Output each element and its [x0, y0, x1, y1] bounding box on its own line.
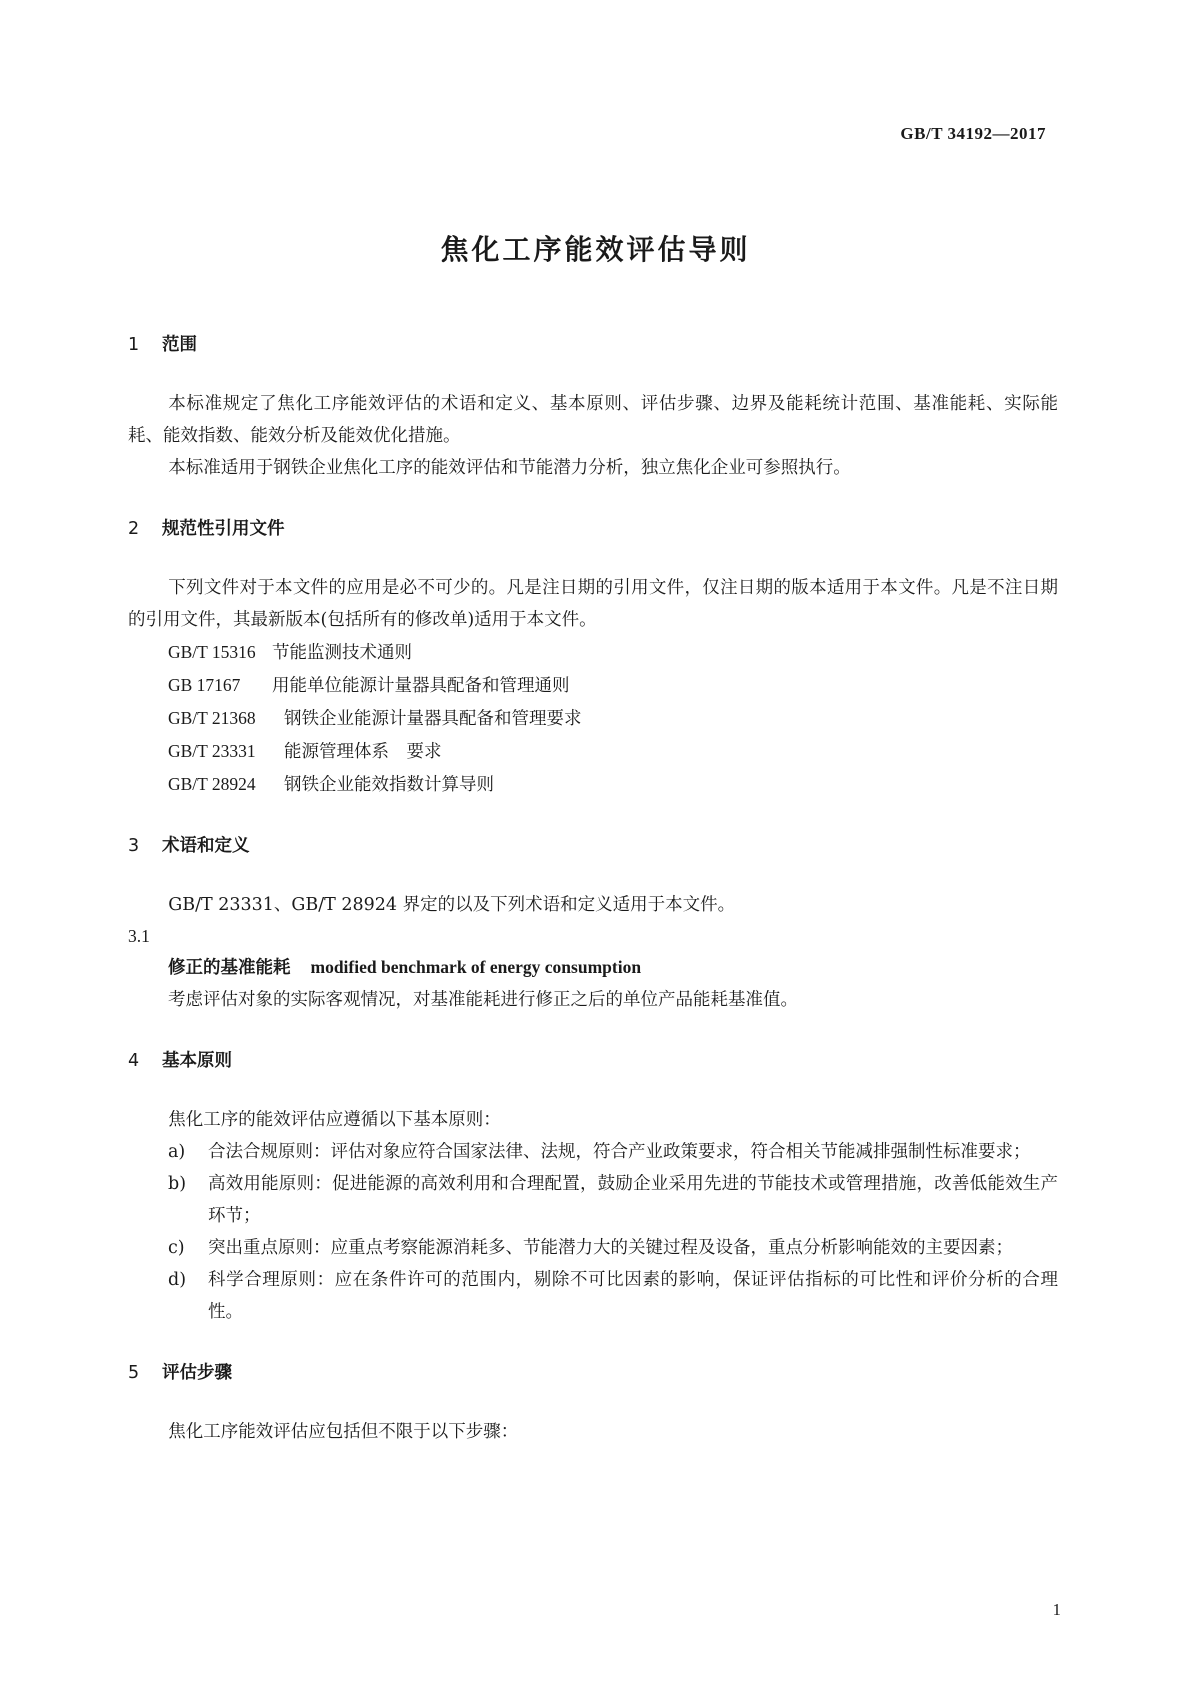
document-body — [128, 330, 1058, 1448]
list-text: 科学合理原则：应在条件许可的范围内，剔除不可比因素的影响，保证评估指标的可比性和评价分析的合理性。 — [208, 1270, 1058, 1322]
list-item — [128, 1168, 1058, 1232]
section-title: 术语和定义 — [162, 836, 250, 856]
section-2-intro: 下列文件对于本文件的应用是必不可少的。凡是注日期的引用文件，仅注日期的版本适用于本文件。凡是不注日期的引用文件，其最新版本(包括所有的修改单)适用于本文件。 — [128, 578, 1058, 630]
term-number: 3.1 — [128, 926, 150, 946]
term-chinese: 修正的基准能耗 — [168, 958, 291, 978]
list-marker: d) — [168, 1270, 187, 1290]
list-item — [128, 1264, 1058, 1328]
reference-code: GB/T 28924 — [168, 774, 256, 794]
section-1-paragraph: 本标准适用于钢铁企业焦化工序的能效评估和节能潜力分析，独立焦化企业可参照执行。 — [168, 458, 851, 478]
reference-title: 能源管理体系 要求 — [284, 742, 442, 762]
reference-item — [128, 636, 1058, 669]
section-number: 1 — [128, 335, 140, 355]
reference-title: 用能单位能源计量器具配备和管理通则 — [272, 676, 570, 696]
reference-item — [128, 702, 1058, 735]
page-number: 1 — [1052, 1600, 1061, 1619]
list-marker: c) — [168, 1238, 185, 1258]
section-number: 3 — [128, 836, 140, 856]
section-3-intro: GB/T 23331、GB/T 28924 界定的以及下列术语和定义适用于本文件。 — [168, 895, 736, 915]
reference-item — [128, 768, 1058, 801]
list-text: 突出重点原则：应重点考察能源消耗多、节能潜力大的关键过程及设备，重点分析影响能效的主要因素； — [208, 1238, 1013, 1258]
reference-item — [128, 669, 1058, 702]
term-definition: 考虑评估对象的实际客观情况，对基准能耗进行修正之后的单位产品能耗基准值。 — [168, 990, 798, 1010]
list-marker: b) — [168, 1174, 187, 1194]
list-item — [128, 1232, 1058, 1264]
section-5-heading — [128, 1358, 1058, 1388]
section-title: 基本原则 — [162, 1051, 232, 1071]
section-number: 4 — [128, 1051, 140, 1071]
section-title: 范围 — [162, 335, 197, 355]
list-text: 高效用能原则：促进能源的高效利用和合理配置，鼓励企业采用先进的节能技术或管理措施，改善低能效生产环节； — [208, 1174, 1058, 1226]
standard-code: GB/T 34192—2017 — [900, 124, 1046, 143]
list-marker: a) — [168, 1142, 186, 1162]
reference-code: GB/T 21368 — [168, 708, 256, 728]
term-english: modified benchmark of energy consumption — [310, 957, 642, 977]
reference-title: 钢铁企业能源计量器具配备和管理要求 — [284, 709, 582, 729]
reference-code: GB 17167 — [168, 675, 241, 695]
document-title: 焦化工序能效评估导则 — [440, 233, 751, 266]
reference-title: 节能监测技术通则 — [272, 643, 412, 663]
section-number: 2 — [128, 519, 140, 539]
section-4-intro: 焦化工序的能效评估应遵循以下基本原则： — [168, 1110, 501, 1130]
reference-item — [128, 735, 1058, 768]
section-title: 规范性引用文件 — [162, 519, 285, 539]
section-1-heading — [128, 330, 1058, 360]
section-3-heading — [128, 831, 1058, 861]
reference-code: GB/T 15316 — [168, 642, 256, 662]
section-5-intro: 焦化工序能效评估应包括但不限于以下步骤： — [168, 1422, 519, 1442]
reference-code: GB/T 23331 — [168, 741, 256, 761]
list-item — [128, 1136, 1058, 1168]
section-number: 5 — [128, 1363, 140, 1383]
section-4-heading — [128, 1046, 1058, 1076]
term-heading — [128, 951, 1058, 984]
section-2-heading — [128, 514, 1058, 544]
list-text: 合法合规原则：评估对象应符合国家法律、法规，符合产业政策要求，符合相关节能减排强制性标准要求； — [208, 1142, 1031, 1162]
section-title: 评估步骤 — [162, 1363, 232, 1383]
section-1-paragraph: 本标准规定了焦化工序能效评估的术语和定义、基本原则、评估步骤、边界及能耗统计范围、基准能耗、实际能耗、能效指数、能效分析及能效优化措施。 — [128, 394, 1058, 446]
reference-title: 钢铁企业能效指数计算导则 — [284, 775, 494, 795]
